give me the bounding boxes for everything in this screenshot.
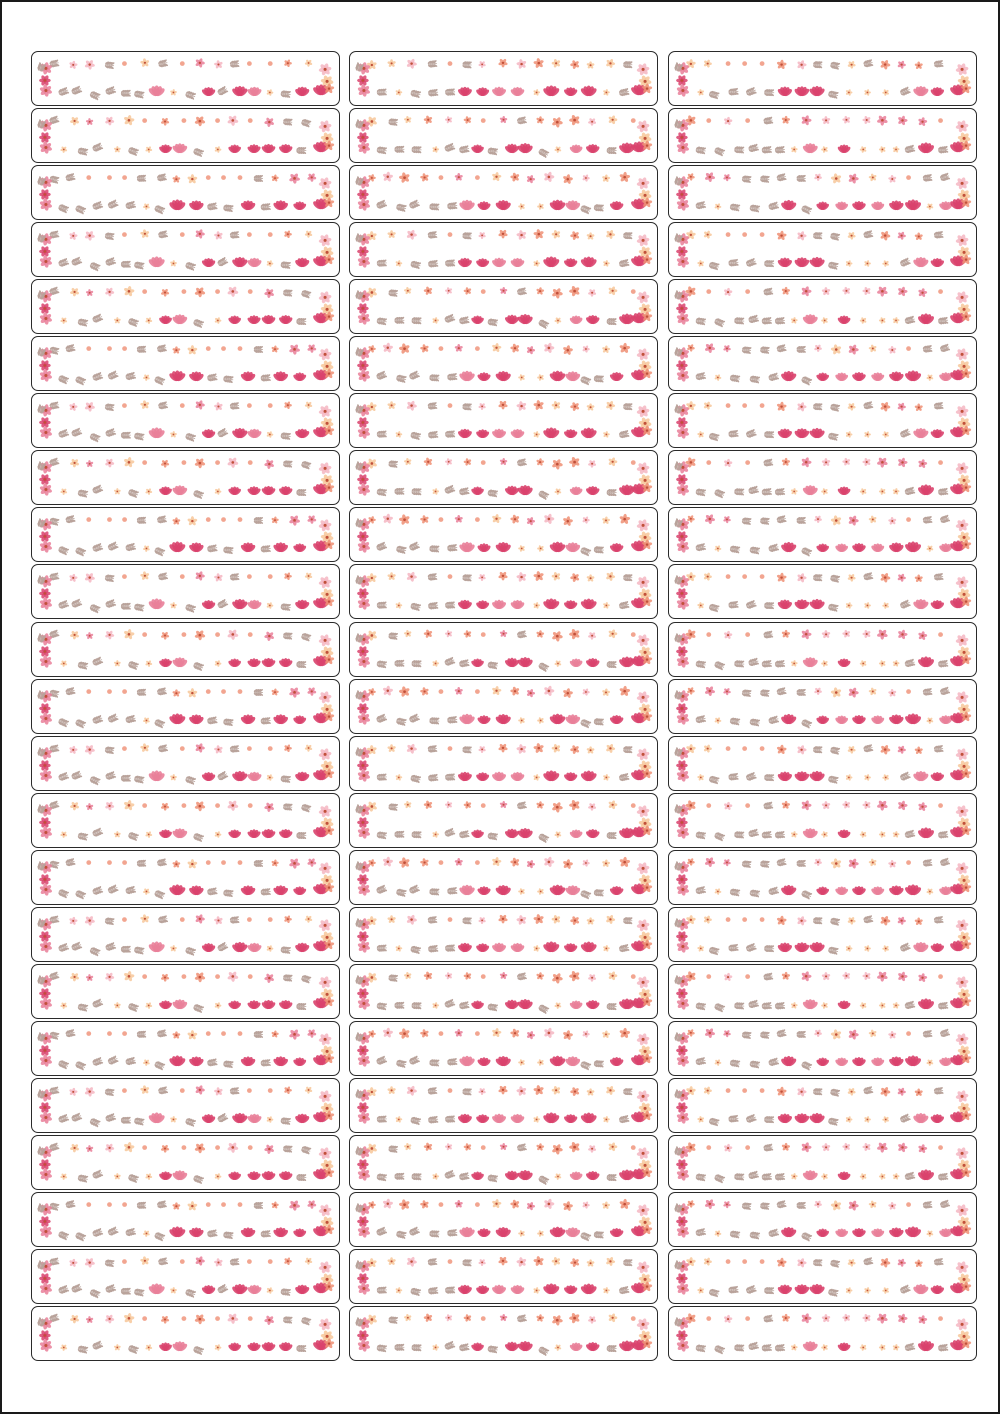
floral-frame-icon [669,1193,976,1246]
address-label [349,51,658,106]
address-label [31,1021,340,1076]
address-label [349,1135,658,1190]
address-label [31,393,340,448]
floral-frame-icon [32,337,339,390]
address-label [668,622,977,677]
address-label [668,964,977,1019]
address-label [31,622,340,677]
floral-frame-icon [32,280,339,333]
floral-frame-icon [32,680,339,733]
address-label [349,1078,658,1133]
floral-frame-icon [32,166,339,219]
address-label [349,793,658,848]
address-label [668,507,977,562]
address-label [31,507,340,562]
address-label [31,336,340,391]
floral-frame-icon [669,280,976,333]
address-label [31,165,340,220]
floral-frame-icon [32,794,339,847]
floral-frame-icon [32,623,339,676]
address-label [349,1249,658,1304]
address-label [349,1192,658,1247]
floral-frame-icon [350,1193,657,1246]
floral-frame-icon [350,737,657,790]
address-label [668,850,977,905]
floral-frame-icon [350,965,657,1018]
address-label [349,679,658,734]
address-label [31,793,340,848]
address-label [349,964,658,1019]
floral-frame-icon [669,508,976,561]
address-label [668,450,977,505]
floral-frame-icon [669,908,976,961]
floral-frame-icon [350,280,657,333]
address-label [349,393,658,448]
address-label [668,222,977,277]
address-label [668,336,977,391]
floral-frame-icon [32,1193,339,1246]
address-label [31,964,340,1019]
address-label [349,622,658,677]
floral-frame-icon [350,680,657,733]
floral-frame-icon [350,52,657,105]
floral-frame-icon [669,166,976,219]
address-label [668,1135,977,1190]
address-label [31,108,340,163]
floral-frame-icon [32,109,339,162]
floral-frame-icon [32,1079,339,1132]
address-label [668,165,977,220]
address-label [31,850,340,905]
floral-frame-icon [350,337,657,390]
floral-frame-icon [669,1136,976,1189]
floral-frame-icon [350,1307,657,1360]
address-label [668,1192,977,1247]
floral-frame-icon [350,1022,657,1075]
floral-frame-icon [32,451,339,504]
address-label [31,679,340,734]
address-label [668,279,977,334]
floral-frame-icon [669,1022,976,1075]
floral-frame-icon [32,737,339,790]
floral-frame-icon [350,565,657,618]
address-label [31,51,340,106]
floral-frame-icon [350,908,657,961]
floral-frame-icon [32,851,339,904]
address-label [349,1021,658,1076]
address-label [349,850,658,905]
floral-frame-icon [669,1079,976,1132]
address-label [349,165,658,220]
floral-frame-icon [669,965,976,1018]
address-label [349,1306,658,1361]
floral-frame-icon [350,623,657,676]
floral-frame-icon [350,223,657,276]
floral-frame-icon [669,394,976,447]
floral-frame-icon [350,508,657,561]
floral-frame-icon [669,337,976,390]
floral-frame-icon [350,166,657,219]
floral-frame-icon [32,1136,339,1189]
floral-frame-icon [669,1250,976,1303]
floral-frame-icon [32,508,339,561]
floral-frame-icon [669,737,976,790]
address-label [31,1192,340,1247]
floral-frame-icon [350,794,657,847]
address-label [349,736,658,791]
floral-frame-icon [669,223,976,276]
address-label [349,279,658,334]
floral-frame-icon [32,565,339,618]
address-label [31,736,340,791]
floral-frame-icon [350,451,657,504]
floral-frame-icon [669,565,976,618]
floral-frame-icon [669,451,976,504]
floral-frame-icon [32,1307,339,1360]
floral-frame-icon [350,1079,657,1132]
floral-frame-icon [350,1136,657,1189]
floral-frame-icon [32,1022,339,1075]
floral-frame-icon [350,394,657,447]
address-label [31,450,340,505]
floral-frame-icon [669,794,976,847]
floral-frame-icon [32,394,339,447]
address-label [349,564,658,619]
floral-frame-icon [350,109,657,162]
floral-frame-icon [669,851,976,904]
floral-frame-icon [669,1307,976,1360]
address-label [31,1135,340,1190]
address-label [668,1021,977,1076]
floral-frame-icon [32,52,339,105]
floral-frame-icon [350,851,657,904]
floral-frame-icon [669,680,976,733]
address-label [668,51,977,106]
address-label [31,907,340,962]
address-label [31,1306,340,1361]
address-label [668,393,977,448]
address-label [668,108,977,163]
address-label [349,450,658,505]
floral-frame-icon [669,623,976,676]
address-label [31,564,340,619]
floral-frame-icon [32,1250,339,1303]
floral-frame-icon [32,965,339,1018]
address-label [31,1078,340,1133]
floral-frame-icon [669,52,976,105]
address-label [349,108,658,163]
address-label [668,736,977,791]
address-label [668,679,977,734]
address-label [31,222,340,277]
address-label [349,907,658,962]
floral-frame-icon [32,908,339,961]
address-label [349,222,658,277]
address-label [668,907,977,962]
floral-frame-icon [350,1250,657,1303]
address-label [31,1249,340,1304]
address-label [349,507,658,562]
floral-frame-icon [669,109,976,162]
address-label [668,1078,977,1133]
floral-frame-icon [32,223,339,276]
address-label [31,279,340,334]
address-label [668,793,977,848]
address-label [349,336,658,391]
address-label [668,1249,977,1304]
address-label [668,1306,977,1361]
address-label [668,564,977,619]
